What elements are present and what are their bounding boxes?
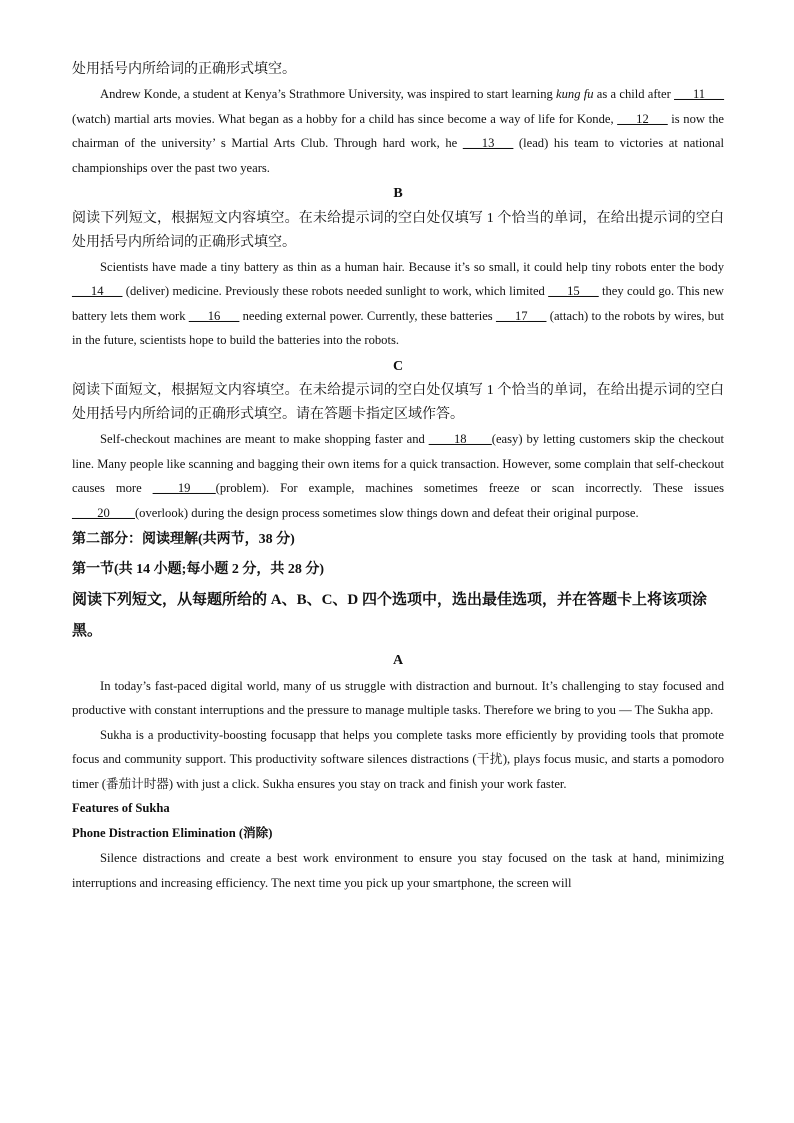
answer-blank[interactable]: ____19____ (152, 481, 216, 495)
answer-blank[interactable]: ___11___ (674, 87, 724, 101)
part-two-title: 第二部分：阅读理解(共两节，38 分) (72, 532, 295, 547)
text-run: Self-checkout machines are meant to make shopping faster and (100, 432, 429, 446)
answer-blank[interactable]: ___12___ (617, 111, 668, 126)
italic-text: kung fu (556, 87, 594, 101)
part-two-instruction: 阅读下列短文，从每题所给的 A、B、C、D 四个选项中，选出最佳选项，并在答题卡上将该项涂黑。 (72, 592, 708, 639)
answer-blank[interactable]: ___16___ (188, 308, 240, 323)
text-run: (problem). For example, machines sometimes freeze or scan incorrectly. These issues (215, 481, 724, 495)
text-run: (overlook) during the design process sometimes slow things down and defeat their original purpose. (134, 505, 639, 520)
text-run: is now the chairman of the university’ s Martial Arts Club. Through hard work, he (72, 111, 725, 150)
section-b-heading: B (393, 186, 403, 201)
text-run: needing external power. Currently, these batteries (239, 308, 497, 323)
answer-blank[interactable]: ____18____ (428, 432, 492, 446)
answer-blank[interactable]: ___13___ (462, 136, 514, 150)
text-run: Scientists have made a tiny battery as thin as a human hair. Because it’s so small, it could help tiny robots enter the body (100, 259, 724, 274)
passage-section-c (72, 427, 724, 525)
answer-blank[interactable]: ____20____ (72, 505, 135, 520)
section-c-heading: C (392, 358, 404, 374)
passage-a-paragraph-1: In today’s fast-paced digital world, many of us struggle with distraction and burnout. It’s challenging to stay focused and productive with constant interruptions and the pressure to manage multiple tasks. Therefore we bring to you — The Sukha app. (72, 678, 724, 717)
text-run: (deliver) medicine. Previously these robots needed sunlight to work, which limited (122, 284, 549, 298)
passage-a-paragraph-3: Silence distractions and create a best work environment to ensure you stay focused on the task at hand, minimizing interruptions and increasing efficiency. The next time you pick up your smartphone, the screen will (72, 851, 724, 890)
answer-blank[interactable]: ___14___ (72, 284, 123, 298)
passage-section-b (72, 255, 724, 353)
section-c-instruction: 阅读下面短文，根据短文内容填空。在未给提示词的空白处仅填写 1 个恰当的单词，在给出提示词的空白处用括号内所给词的正确形式填空。请在答题卡指定区域作答。 (72, 383, 724, 422)
passage-a-paragraph-2: Sukha is a productivity-boosting focusapp that helps you complete tasks more efficiently by providing tools that promote focus and community support. This productivity software silences distractions (干扰), plays focus music, and starts a pomodoro timer (番茄计时器) with just a click. Sukha ensures you stay on track and finish your work faster. (72, 727, 724, 791)
text-run: they could go. This new battery lets them work (72, 284, 725, 323)
text-run: (lead) his team to victories at national championships over the past two years. (72, 136, 725, 175)
answer-blank[interactable]: ___15___ (548, 284, 599, 298)
passage-a-heading: A (392, 653, 404, 668)
section-b-instruction: 阅读下列短文，根据短文内容填空。在未给提示词的空白处仅填写 1 个恰当的单词，在给出提示词的空白处用括号内所给词的正确形式填空。 (72, 210, 724, 250)
features-title: Features of Sukha (72, 801, 170, 815)
part-two-section-one: 第一节(共 14 小题;每小题 2 分，共 28 分) (72, 562, 324, 577)
text-run: as a child after (593, 87, 675, 101)
document-page (72, 58, 724, 895)
text-run: (watch) martial arts movies. What began as a hobby for a child has since become a way of life for Konde, (72, 111, 618, 126)
instruction-tail: 处用括号内所给词的正确形式填空。 (72, 62, 296, 77)
text-run: (easy) by letting customers skip the checkout line. Many people like scanning and bagging their own items for a quick transaction. However, some complain that self-checkout causes more (72, 432, 725, 495)
answer-blank[interactable]: ___17___ (496, 308, 547, 323)
text-run: (attach) to the robots by wires, but in the future, scientists hope to build the batteries into the robots. (72, 308, 724, 347)
passage-section-a (72, 82, 724, 180)
feature-1-title: Phone Distraction Elimination (消除) (72, 826, 273, 840)
text-run: Andrew Konde, a student at Kenya’s Strathmore University, was inspired to start learning (100, 87, 557, 101)
